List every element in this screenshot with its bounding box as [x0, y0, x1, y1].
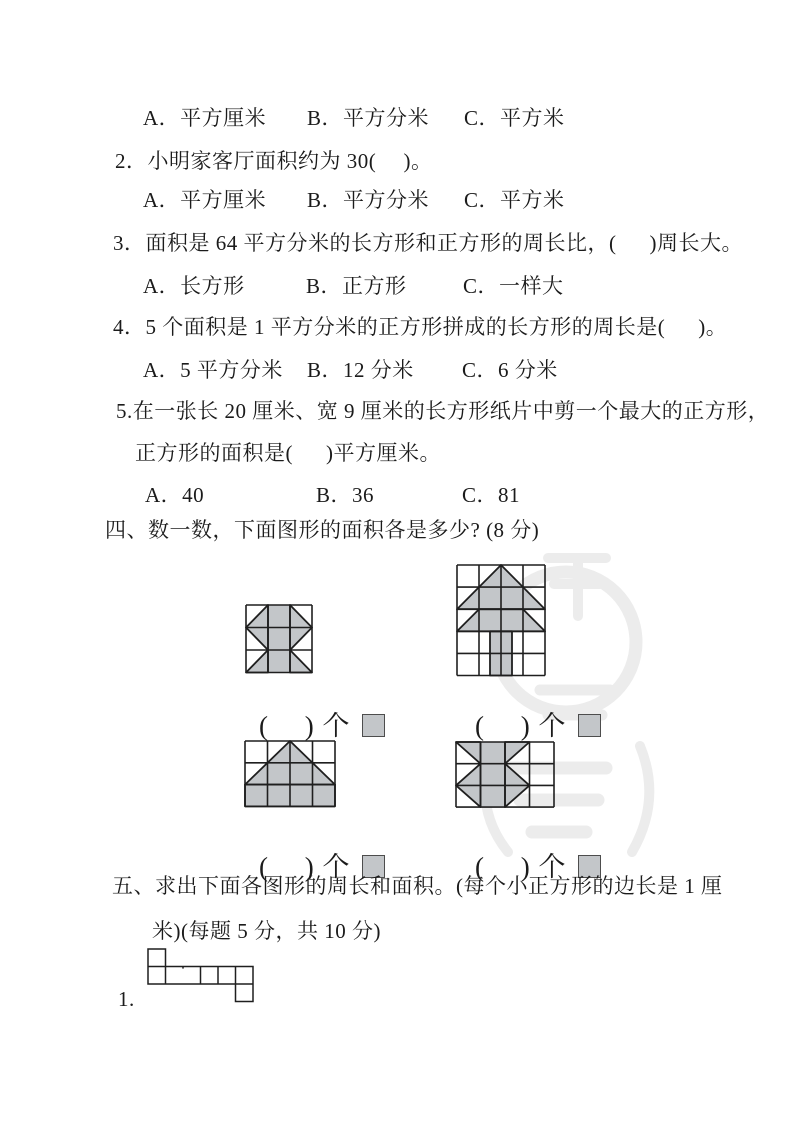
question-3: 3．面积是 64 平方分米的长方形和正方形的周长比，( )周长大。 — [113, 231, 743, 255]
section-four-title: 四、数一数，下面图形的面积各是多少? (8 分) — [105, 518, 540, 542]
count-answer-blank-2 — [444, 682, 601, 771]
count-figure-1-container — [244, 603, 314, 680]
q5-option-c: C．81 — [462, 483, 521, 507]
q1-option-b: B．平方分米 — [307, 106, 430, 130]
unit-square-swatch-2 — [578, 714, 601, 737]
q4-option-c: C．6 分米 — [462, 358, 558, 382]
question-5-line-2: 正方形的面积是( )平方厘米。 — [135, 441, 441, 465]
item-1-label: 1. — [118, 987, 135, 1011]
q3-option-c: C．一样大 — [463, 274, 564, 298]
perimeter-figure-1-container — [146, 947, 255, 1009]
grid-figure-tree — [455, 563, 547, 678]
q4-option-b: B．12 分米 — [307, 358, 414, 382]
question-5-line-1: 5.在一张长 20 厘米、宽 9 厘米的长方形纸片中剪一个最大的正方形， — [116, 399, 770, 423]
count-answer-blank-4 — [444, 823, 601, 912]
count-figure-2-container — [455, 563, 547, 683]
grid-figure-butterfly — [244, 603, 314, 675]
q4-option-a: A．5 平方分米 — [143, 358, 283, 382]
q3-option-a: A．长方形 — [143, 274, 245, 298]
count-answer-blank-3 — [228, 823, 385, 912]
count-answer-blank-4-text: ( ) 个 — [475, 851, 567, 882]
q1-option-a: A．平方厘米 — [143, 106, 267, 130]
perimeter-figure-1 — [146, 947, 255, 1004]
count-answer-blank-3-text: ( ) 个 — [259, 851, 351, 882]
count-answer-blank-2-text: ( ) 个 — [475, 710, 567, 741]
question-2: 2．小明家客厅面积约为 30( )。 — [115, 149, 433, 173]
q2-option-a: A．平方厘米 — [143, 188, 267, 212]
q5-option-a: A．40 — [145, 483, 205, 507]
q5-option-b: B．36 — [316, 483, 375, 507]
section-five-title-line-2: 米)(每题 5 分，共 10 分) — [152, 919, 381, 943]
unit-square-swatch-1 — [362, 714, 385, 737]
section-five-title-line-1: 五、求出下面各图形的周长和面积。(每个小正方形的边长是 1 厘 — [112, 874, 723, 898]
question-4: 4．5 个面积是 1 平方分米的正方形拼成的长方形的周长是( )。 — [113, 315, 728, 339]
q1-option-c: C．平方米 — [464, 106, 565, 130]
count-answer-blank-1 — [228, 682, 385, 771]
count-answer-blank-1-text: ( ) 个 — [259, 710, 351, 741]
q2-option-b: B．平方分米 — [307, 188, 430, 212]
q3-option-b: B．正方形 — [306, 274, 407, 298]
q2-option-c: C．平方米 — [464, 188, 565, 212]
